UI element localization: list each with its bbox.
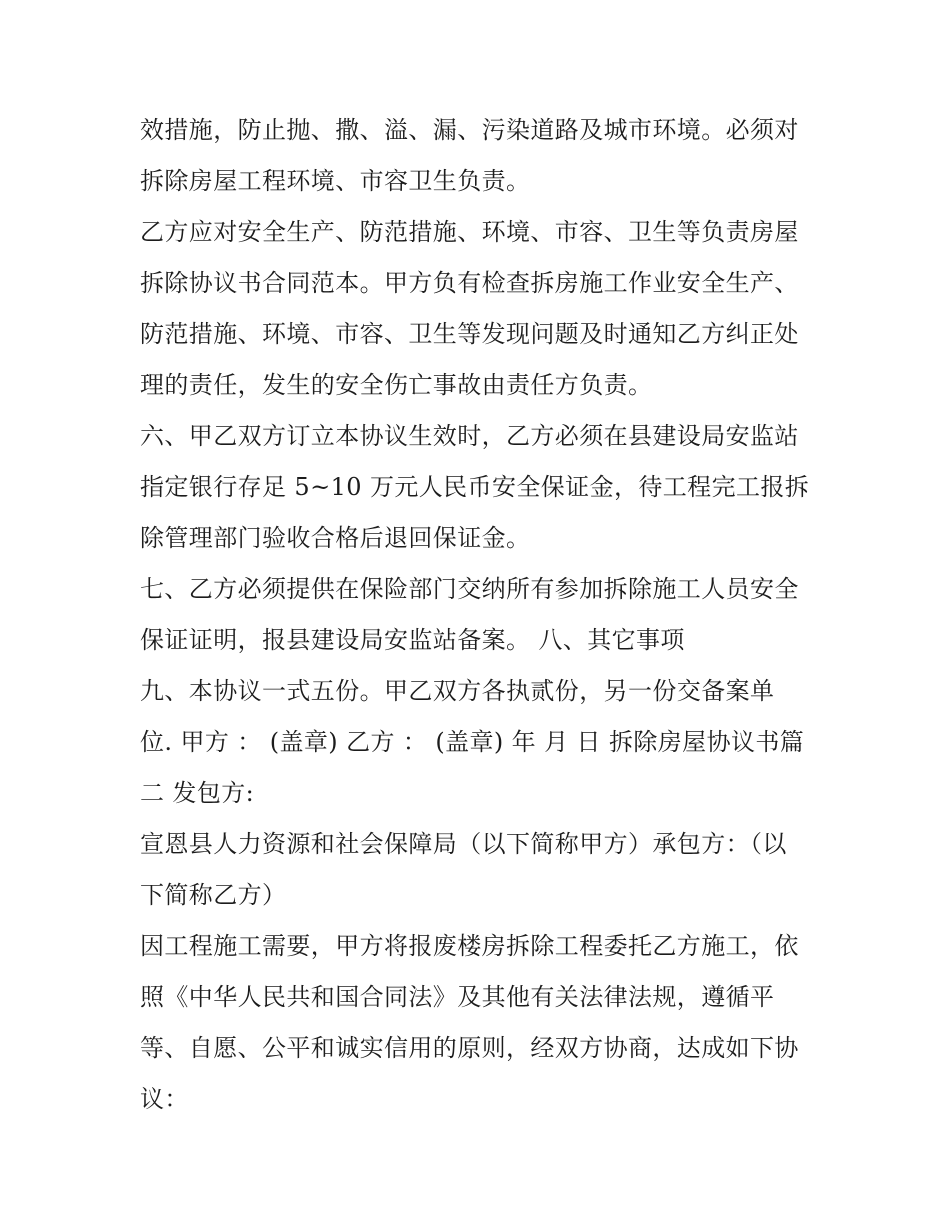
text-line-4: 拆除协议书合同范本。甲方负有检查拆房施工作业安全生产、 bbox=[140, 269, 799, 297]
text-line-6: 理的责任，发生的安全伤亡事故由责任方负责。 bbox=[140, 371, 653, 399]
text-line-5: 防范措施、环境、市容、卫生等发现问题及时通知乙方纠正处 bbox=[140, 320, 799, 348]
text-line-20: 议： bbox=[140, 1085, 189, 1113]
text-line-7: 六、甲乙双方订立本协议生效时，乙方必须在县建设局安监站 bbox=[140, 422, 799, 450]
text-line-2: 拆除房屋工程环境、市容卫生负责。 bbox=[140, 167, 531, 195]
text-line-3: 乙方应对安全生产、防范措施、环境、市容、卫生等负责房屋 bbox=[140, 218, 799, 246]
text-line-14: 二 发包方: bbox=[140, 779, 255, 807]
text-line-16: 下简称乙方） bbox=[140, 881, 287, 909]
text-line-1: 效措施，防止抛、撒、溢、漏、污染道路及城市环境。必须对 bbox=[140, 116, 799, 144]
text-line-18: 照《中华人民共和国合同法》及其他有关法律法规，遵循平 bbox=[140, 983, 775, 1011]
text-line-19: 等、自愿、公平和诚实信用的原则，经双方协商，达成如下协 bbox=[140, 1034, 799, 1062]
text-line-9: 除管理部门验收合格后退回保证金。 bbox=[140, 524, 531, 552]
text-line-15: 宣恩县人力资源和社会保障局（以下简称甲方）承包方：（以 bbox=[140, 830, 787, 858]
text-line-12: 九、本协议一式五份。甲乙双方各执贰份，另一份交备案单 bbox=[140, 677, 775, 705]
text-line-13: 位. 甲方 ： (盖章) 乙方 ： (盖章) 年 月 日 拆除房屋协议书篇 bbox=[140, 728, 805, 756]
text-line-10: 七、乙方必须提供在保险部门交纳所有参加拆除施工人员安全 bbox=[140, 575, 799, 603]
text-line-8: 指定银行存足 5~10 万元人民币安全保证金，待工程完工报拆 bbox=[140, 473, 810, 501]
text-line-17: 因工程施工需要，甲方将报废楼房拆除工程委托乙方施工，依 bbox=[140, 932, 799, 960]
text-line-11: 保证证明，报县建设局安监站备案。 八、其它事项 bbox=[140, 626, 685, 654]
